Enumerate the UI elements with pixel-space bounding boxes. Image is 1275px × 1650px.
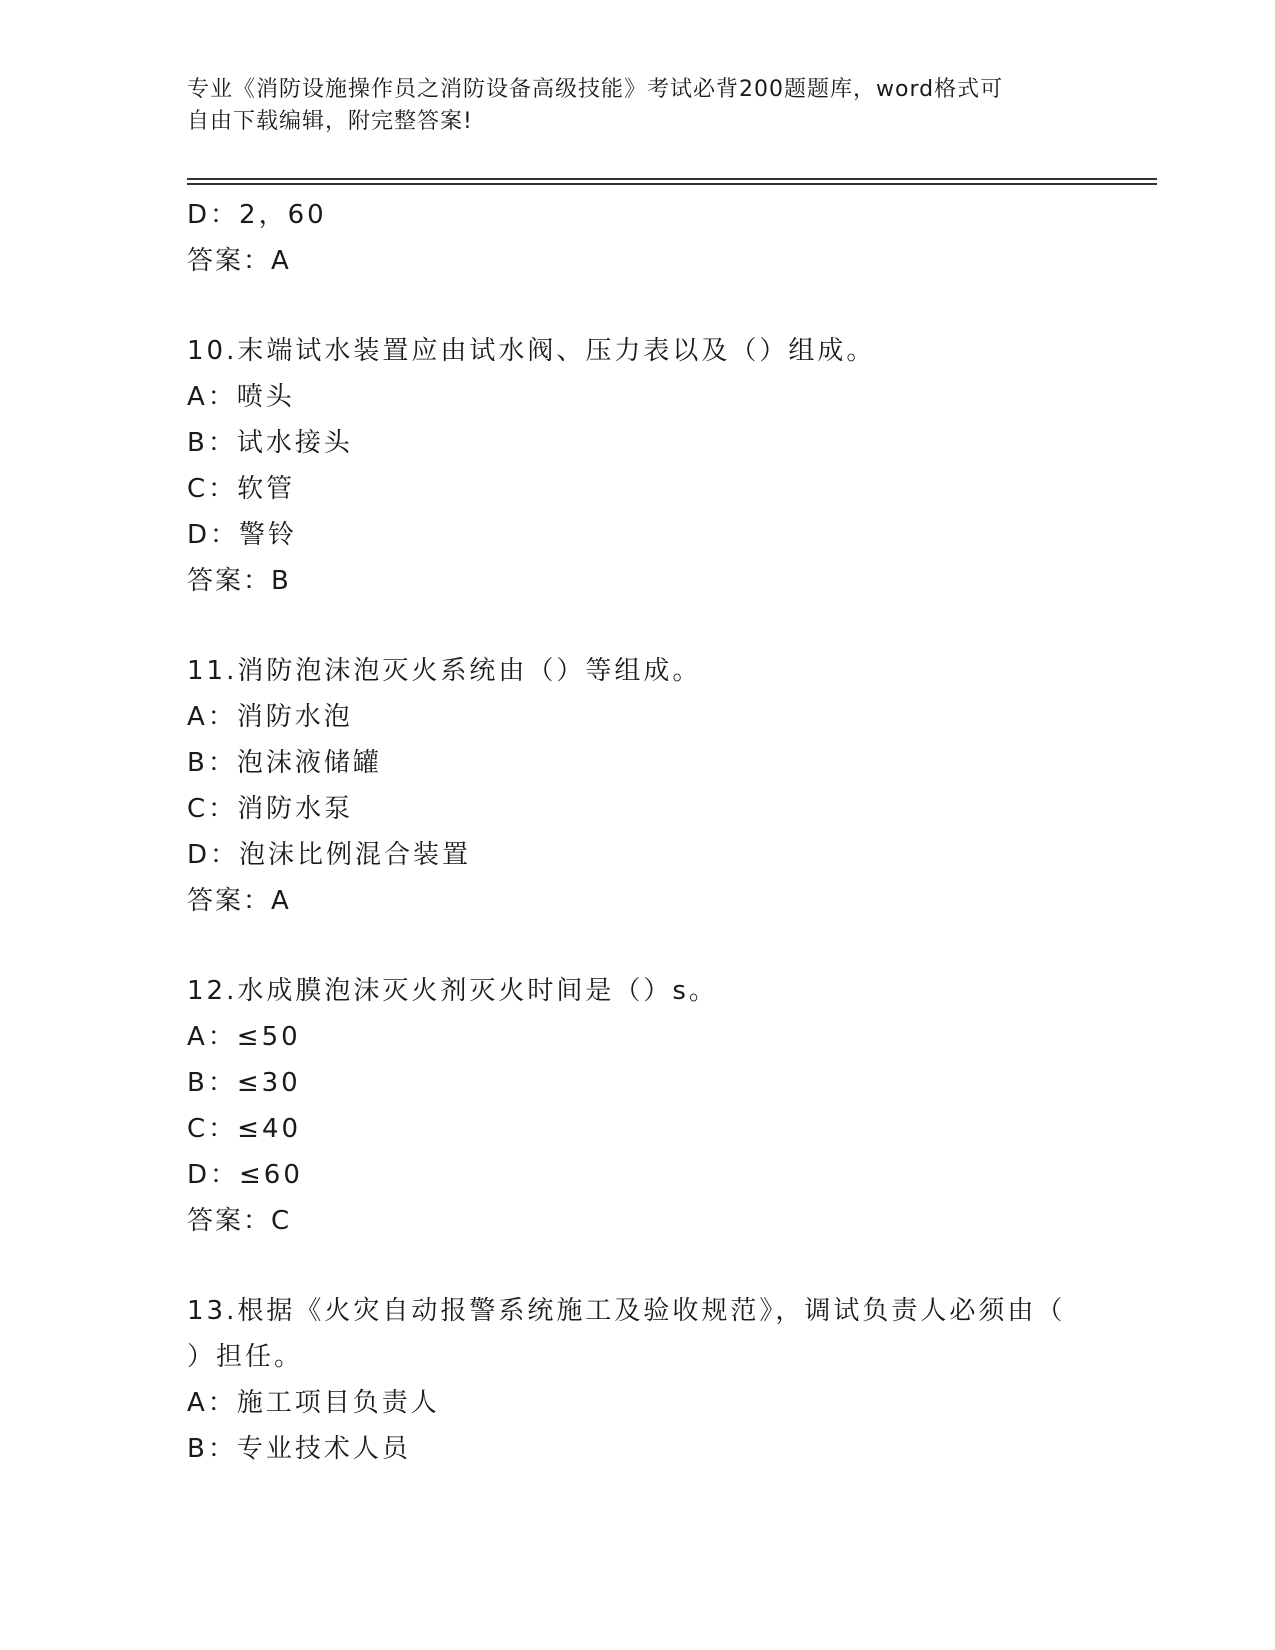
question-11 [187,648,1087,924]
option-c: C：≤40 [187,1114,302,1144]
document-body [187,192,1087,1472]
prev-option-d: D：2，60 [187,200,327,230]
answer: 答案：C [187,1206,292,1236]
option-a: A：≤50 [187,1022,301,1052]
answer: 答案：B [187,566,291,596]
option-b: B：≤30 [187,1068,301,1098]
header-divider-bottom [187,183,1157,185]
prev-answer: 答案：A [187,246,291,276]
question-stem-line-1: 13.根据《火灾自动报警系统施工及验收规范》，调试负责人必须由（ [187,1296,1066,1326]
spacer [187,1244,1087,1288]
option-b: B：试水接头 [187,428,353,458]
option-c: C：消防水泵 [187,794,354,824]
option-d: D：≤60 [187,1160,303,1190]
question-stem-line-2: ）担任。 [187,1342,304,1372]
option-b: B：专业技术人员 [187,1434,411,1464]
document-header [187,74,1067,138]
header-line-2: 自由下载编辑，附完整答案! [187,109,473,134]
answer: 答案：A [187,886,291,916]
header-line-1: 专业《消防设施操作员之消防设备高级技能》考试必背200题题库，word格式可 [187,77,1004,102]
question-stem: 10.末端试水装置应由试水阀、压力表以及（）组成。 [187,336,876,366]
question-10 [187,328,1087,604]
question-12 [187,968,1087,1244]
option-a: A：喷头 [187,382,295,412]
option-d: D：泡沫比例混合装置 [187,840,472,870]
spacer [187,604,1087,648]
option-a: A：消防水泡 [187,702,353,732]
spacer [187,924,1087,968]
question-stem: 12.水成膜泡沫灭火剂灭火时间是（）s。 [187,976,718,1006]
option-b: B：泡沫液储罐 [187,748,382,778]
question-13 [187,1288,1087,1472]
spacer [187,284,1087,328]
option-d: D：警铃 [187,520,298,550]
option-a: A：施工项目负责人 [187,1388,440,1418]
option-c: C：软管 [187,474,296,504]
header-divider-top [187,178,1157,180]
question-stem: 11.消防泡沫泡灭火系统由（）等组成。 [187,656,702,686]
